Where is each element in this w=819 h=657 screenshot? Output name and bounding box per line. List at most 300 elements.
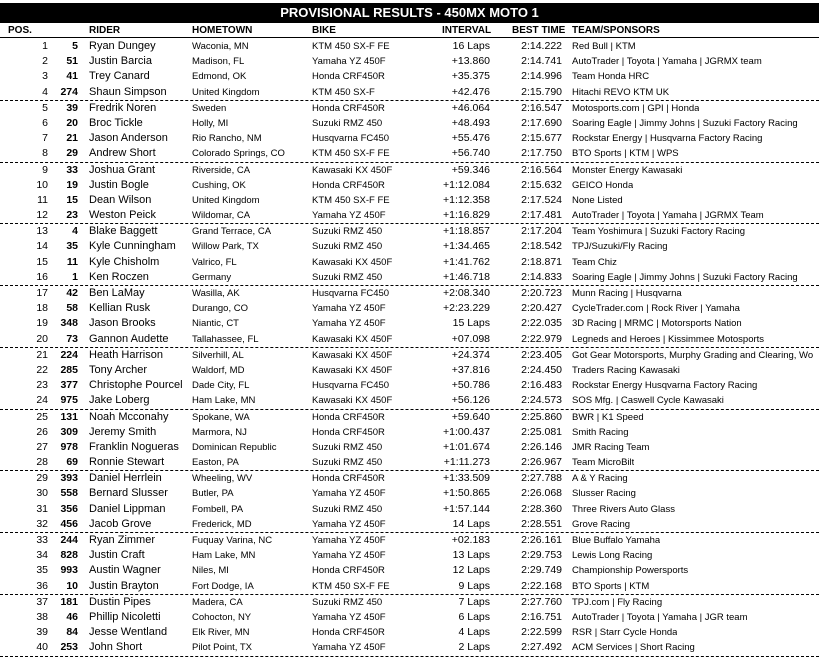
rider-hometown: Tallahassee, FL [192,333,259,345]
rider-name: Jason Anderson [89,132,168,145]
rider-hometown: Ham Lake, MN [192,395,256,407]
table-row [0,85,819,101]
rider-number: 131 [60,410,78,423]
rider-team: RSR | Starr Cycle Honda [572,627,678,639]
rider-team: Legneds and Heroes | Kissimmee Motosports [572,333,765,345]
rider-bike: Yamaha YZ 450F [312,642,386,654]
rider-bike: Honda CRF450R [312,102,385,114]
rider-bike: KTM 450 SX-F [312,86,375,98]
table-row [0,517,819,533]
rider-best-time: 2:27.492 [521,641,562,654]
rider-name: Blake Baggett [89,225,158,238]
table-row [0,255,819,270]
table-row [0,193,819,208]
rider-team: CycleTrader.com | Rock River | Yamaha [572,303,740,315]
rider-hometown: Durango, CO [192,303,248,315]
rider-number: 20 [66,116,78,129]
rider-name: Ben LaMay [89,287,145,299]
rider-best-time: 2:22.035 [521,317,562,330]
table-row [0,316,819,331]
rider-hometown: Cohocton, NY [192,611,252,623]
rider-team: Blue Buffalo Yamaha [572,535,661,546]
row-position: 23 [36,379,48,392]
rider-interval: +2:08.340 [442,287,490,299]
row-position: 3 [42,70,48,83]
rider-team: ACM Services | Short Racing [572,642,695,654]
rider-team: Soaring Eagle | Jimmy Johns | Suzuki Factory Racing [572,117,798,129]
row-position: 18 [36,302,48,315]
row-position: 28 [36,456,48,469]
rider-name: Daniel Lippman [89,502,166,515]
table-row [0,410,819,425]
rider-best-time: 2:17.524 [521,193,562,206]
header-interval: INTERVAL [442,25,492,36]
rider-bike: Yamaha YZ 450F [312,303,386,315]
rider-number: 274 [60,85,78,98]
rider-name: Fredrik Noren [89,101,157,114]
row-position: 9 [42,163,48,176]
rider-team: Team Chiz [572,256,617,268]
rider-hometown: United Kingdom [192,194,260,206]
table-row [0,533,819,548]
rider-bike: Yamaha YZ 450F [312,318,386,330]
rider-best-time: 2:24.573 [521,394,562,407]
rider-hometown: Madera, CA [192,596,243,608]
rider-name: Dean Wilson [89,193,152,206]
rider-hometown: Holly, MI [192,117,229,129]
rider-team: None Listed [572,194,623,206]
row-position: 26 [36,425,48,438]
table-row [0,146,819,162]
rider-interval: +1:16.829 [442,209,490,222]
row-position: 24 [36,394,48,407]
row-position: 8 [42,147,48,160]
rider-team: Got Gear Motorsports, Murphy Grading and Clearing, Wo [572,349,814,361]
rider-team: BWR | K1 Speed [572,411,644,423]
rider-best-time: 2:27.760 [521,595,562,608]
rider-hometown: Dade City, FL [192,380,250,392]
rider-name: Jason Brooks [89,317,156,330]
rider-interval: 9 Laps [458,579,490,592]
row-position: 16 [36,270,48,283]
row-position: 38 [36,610,48,623]
rider-best-time: 2:17.481 [521,209,562,222]
rider-best-time: 2:27.788 [521,472,562,485]
rider-number: 4 [72,225,78,238]
rider-name: Tony Archer [89,363,148,376]
rider-hometown: Waldorf, MD [192,364,245,376]
rider-bike: Husqvarna FC450 [312,380,390,392]
rider-name: Joshua Grant [89,163,156,176]
row-position: 25 [36,410,48,423]
rider-interval: 4 Laps [458,626,490,639]
rider-interval: +59.640 [451,410,490,423]
rider-team: Grove Racing [572,518,631,530]
rider-best-time: 2:16.483 [521,379,562,392]
row-position: 40 [36,641,48,654]
rider-interval: +1:50.865 [442,487,490,500]
rider-bike: Kawasaki KX 450F [312,333,393,345]
rider-number: 58 [66,302,78,315]
rider-number: 69 [66,456,78,469]
table-row [0,640,819,656]
rider-name: Andrew Short [89,147,156,160]
rider-name: Dustin Pipes [89,595,151,608]
rider-best-time: 2:20.723 [521,287,562,299]
rider-bike: Suzuki RMZ 450 [312,596,383,608]
rider-best-time: 2:28.360 [521,502,562,515]
table-row [0,363,819,378]
rider-number: 35 [66,240,78,253]
rider-bike: Husqvarna FC450 [312,133,390,145]
rider-number: 73 [66,332,78,345]
rider-number: 828 [60,549,78,562]
rider-hometown: Wasilla, AK [192,288,240,299]
rider-hometown: Marmora, NJ [192,426,247,438]
rider-number: 15 [66,193,78,206]
rider-interval: +59.346 [451,163,490,176]
rider-best-time: 2:14.996 [521,70,562,83]
rider-number: 975 [60,394,78,407]
rider-bike: Yamaha YZ 450F [312,535,386,546]
row-position: 17 [36,287,48,299]
table-row [0,440,819,455]
rider-interval: +1:00.437 [442,425,490,438]
rider-number: 29 [66,147,78,160]
rider-interval: +1:18.857 [442,225,490,238]
table-row [0,54,819,69]
rider-interval: +56.126 [451,394,490,407]
rider-interval: +1:46.718 [442,270,490,283]
rider-best-time: 2:26.161 [521,534,562,546]
rider-name: Ryan Zimmer [89,534,156,546]
rider-number: 456 [60,517,78,530]
rider-team: Motosports.com | GPI | Honda [572,102,700,114]
rider-number: 181 [60,595,78,608]
rider-hometown: Waconia, MN [192,41,249,52]
rider-team: TPJ.com | Fly Racing [572,596,663,608]
rider-hometown: Butler, PA [192,488,234,500]
rider-interval: +35.375 [451,70,490,83]
rider-best-time: 2:16.564 [521,163,562,176]
rider-team: Rockstar Energy | Husqvarna Factory Racing [572,133,763,145]
table-row [0,502,819,517]
table-header [0,25,819,38]
rider-bike: Yamaha YZ 450F [312,518,386,530]
rider-bike: KTM 450 SX-F FE [312,580,390,592]
rider-name: John Short [89,641,143,654]
table-row [0,579,819,595]
rider-best-time: 2:18.871 [521,255,562,268]
rider-hometown: Niantic, CT [192,318,239,330]
rider-bike: KTM 450 SX-F FE [312,148,390,160]
rider-name: Jacob Grove [89,517,152,530]
rider-team: Traders Racing Kawasaki [572,364,680,376]
rider-bike: Suzuki RMZ 450 [312,271,383,283]
rider-best-time: 2:15.677 [521,132,562,145]
rider-team: GEICO Honda [572,179,634,191]
rider-team: Team Yoshimura | Suzuki Factory Racing [572,226,746,238]
rider-name: Daniel Herrlein [89,472,162,485]
rider-hometown: Dominican Republic [192,441,277,453]
table-row [0,239,819,254]
rider-team: Team MicroBilt [572,457,635,469]
rider-name: Jake Loberg [89,394,150,407]
rider-name: Justin Barcia [89,55,152,68]
header-hometown: HOMETOWN [192,25,253,36]
table-row [0,163,819,178]
rider-best-time: 2:25.081 [521,425,562,438]
rider-hometown: Grand Terrace, CA [192,226,272,238]
rider-bike: Honda CRF450R [312,473,385,485]
rider-team: BTO Sports | KTM [572,580,650,592]
rider-team: Munn Racing | Husqvarna [572,288,682,299]
rider-number: 41 [66,70,78,83]
rider-interval: +1:41.762 [442,255,490,268]
rider-interval: +1:57.144 [442,502,490,515]
rider-hometown: Fuquay Varina, NC [192,535,273,546]
rider-best-time: 2:14.741 [521,55,562,68]
rider-name: Trey Canard [89,70,150,83]
table-row [0,348,819,363]
header-best-time: BEST TIME [512,25,566,36]
table-row [0,563,819,578]
rider-hometown: Rio Rancho, NM [192,133,262,145]
table-row [0,610,819,625]
rider-name: Jesse Wentland [89,626,168,639]
rider-interval: +1:34.465 [442,240,490,253]
rider-number: 21 [66,132,78,145]
rider-best-time: 2:29.749 [521,564,562,577]
rider-team: SOS Mfg. | Caswell Cycle Kawasaki [572,395,724,407]
rider-name: Phillip Nicoletti [89,610,161,623]
rider-best-time: 2:15.790 [521,85,562,98]
rider-bike: KTM 450 SX-F FE [312,194,390,206]
row-position: 30 [36,487,48,500]
rider-bike: KTM 450 SX-F FE [312,41,390,52]
rider-best-time: 2:20.427 [521,302,562,315]
rider-name: Christophe Pourcel [89,379,183,392]
table-row [0,178,819,193]
rider-number: 51 [66,55,78,68]
rider-interval: 15 Laps [452,317,490,330]
rider-name: Ryan Dungey [89,40,156,52]
rider-number: 285 [60,363,78,376]
rider-number: 10 [66,579,78,592]
rider-number: 1 [72,270,78,283]
rider-bike: Honda CRF450R [312,565,385,577]
rider-name: Heath Harrison [89,348,163,361]
table-row [0,455,819,471]
rider-number: 244 [60,534,78,546]
rider-bike: Husqvarna FC450 [312,288,390,299]
rider-best-time: 2:16.547 [521,101,562,114]
rider-best-time: 2:24.450 [521,363,562,376]
rider-number: 39 [66,101,78,114]
rider-number: 309 [60,425,78,438]
results-table [0,39,819,657]
rider-bike: Suzuki RMZ 450 [312,503,383,515]
row-position: 20 [36,332,48,345]
rider-bike: Suzuki RMZ 450 [312,241,383,253]
rider-number: 224 [60,348,78,361]
table-row [0,69,819,84]
rider-hometown: Germany [192,271,232,283]
rider-team: Championship Powersports [572,565,689,577]
rider-number: 46 [66,610,78,623]
rider-name: Broc Tickle [89,116,143,129]
table-row [0,301,819,316]
rider-interval: +1:33.509 [442,472,490,485]
rider-name: Weston Peick [89,209,157,222]
rider-bike: Yamaha YZ 450F [312,611,386,623]
rider-interval: 7 Laps [458,595,490,608]
rider-interval: +1:12.084 [442,178,490,191]
rider-team: Hitachi REVO KTM UK [572,86,670,98]
table-row [0,378,819,393]
table-row [0,332,819,348]
rider-bike: Honda CRF450R [312,426,385,438]
row-position: 31 [36,502,48,515]
rider-hometown: United Kingdom [192,86,260,98]
rider-interval: +48.493 [451,116,490,129]
rider-hometown: Madison, FL [192,56,245,68]
rider-name: Kyle Chisholm [89,255,160,268]
row-position: 1 [42,40,48,52]
row-position: 22 [36,363,48,376]
rider-bike: Kawasaki KX 450F [312,364,393,376]
rider-number: 348 [60,317,78,330]
rider-hometown: Willow Park, TX [192,241,259,253]
rider-bike: Yamaha YZ 450F [312,56,386,68]
table-row [0,393,819,409]
rider-bike: Honda CRF450R [312,411,385,423]
rider-best-time: 2:18.542 [521,240,562,253]
row-position: 33 [36,534,48,546]
row-position: 19 [36,317,48,330]
rider-best-time: 2:17.690 [521,116,562,129]
rider-hometown: Fort Dodge, IA [192,580,254,592]
row-position: 5 [42,101,48,114]
rider-number: 558 [60,487,78,500]
rider-best-time: 2:22.168 [521,579,562,592]
rider-hometown: Frederick, MD [192,518,252,530]
rider-number: 356 [60,502,78,515]
rider-bike: Yamaha YZ 450F [312,210,386,222]
rider-interval: +50.786 [451,379,490,392]
rider-name: Jeremy Smith [89,425,157,438]
rider-interval: 12 Laps [452,564,490,577]
table-row [0,101,819,116]
table-row [0,224,819,239]
rider-interval: 14 Laps [452,517,490,530]
rider-interval: +1:01.674 [442,440,490,453]
rider-bike: Suzuki RMZ 450 [312,226,383,238]
rider-interval: 6 Laps [458,610,490,623]
rider-interval: +07.098 [451,332,490,345]
rider-number: 19 [66,178,78,191]
rider-name: Shaun Simpson [89,85,167,98]
rider-hometown: Niles, MI [192,565,229,577]
row-position: 37 [36,595,48,608]
rider-interval: +42.476 [451,85,490,98]
rider-name: Justin Craft [89,549,145,562]
rider-hometown: Fombell, PA [192,503,244,515]
row-position: 21 [36,348,48,361]
rider-interval: +37.816 [451,363,490,376]
row-position: 7 [42,132,48,145]
header-pos: POS. [8,25,32,36]
rider-name: Ken Roczen [89,270,149,283]
row-position: 34 [36,549,48,562]
rider-best-time: 2:17.204 [521,225,562,238]
row-position: 14 [36,240,48,253]
rider-name: Ronnie Stewart [89,456,165,469]
rider-interval: +1:11.273 [443,456,490,469]
rider-best-time: 2:28.551 [521,517,562,530]
rider-hometown: Silverhill, AL [192,349,244,361]
rider-name: Justin Bogle [89,178,149,191]
row-position: 29 [36,472,48,485]
rider-team: Slusser Racing [572,488,636,500]
rider-number: 33 [66,163,78,176]
rider-bike: Suzuki RMZ 450 [312,441,383,453]
rider-best-time: 2:16.751 [521,610,562,623]
rider-team: A & Y Racing [572,473,628,485]
table-row [0,595,819,610]
rider-hometown: Wildomar, CA [192,210,251,222]
table-row [0,425,819,440]
rider-bike: Suzuki RMZ 450 [312,457,383,469]
row-position: 35 [36,564,48,577]
rider-team: Three Rivers Auto Glass [572,503,675,515]
rider-number: 23 [66,209,78,222]
rider-best-time: 2:25.860 [521,410,562,423]
table-row [0,116,819,131]
rider-bike: Honda CRF450R [312,71,385,83]
rider-bike: Suzuki RMZ 450 [312,117,383,129]
rider-number: 42 [66,287,78,299]
rider-interval: +56.740 [451,147,490,160]
row-position: 15 [36,255,48,268]
row-position: 6 [42,116,48,129]
rider-team: Smith Racing [572,426,629,438]
rider-team: AutoTrader | Toyota | Yamaha | JGR team [572,611,748,623]
rider-hometown: Pilot Point, TX [192,642,253,654]
table-row [0,286,819,301]
rider-number: 11 [66,255,78,268]
table-row [0,486,819,501]
rider-interval: 16 Laps [452,40,490,52]
rider-team: Soaring Eagle | Jimmy Johns | Suzuki Factory Racing [572,271,798,283]
rider-team: 3D Racing | MRMC | Motorsports Nation [572,318,742,330]
rider-hometown: Spokane, WA [192,411,250,423]
rider-interval: +2:23.229 [442,302,490,315]
rider-best-time: 2:29.753 [521,549,562,562]
rider-number: 978 [60,440,78,453]
row-position: 11 [37,193,48,206]
rider-hometown: Easton, PA [192,457,239,469]
rider-team: Rockstar Energy Husqvarna Factory Racing [572,380,758,392]
rider-interval: 13 Laps [452,549,490,562]
rider-hometown: Elk River, MN [192,627,250,639]
rider-team: BTO Sports | KTM | WPS [572,148,679,160]
rider-name: Gannon Audette [89,332,169,345]
rider-best-time: 2:23.405 [521,348,562,361]
rider-team: Red Bull | KTM [572,41,636,52]
rider-name: Austin Wagner [89,564,161,577]
rider-team: TPJ/Suzuki/Fly Racing [572,241,668,253]
